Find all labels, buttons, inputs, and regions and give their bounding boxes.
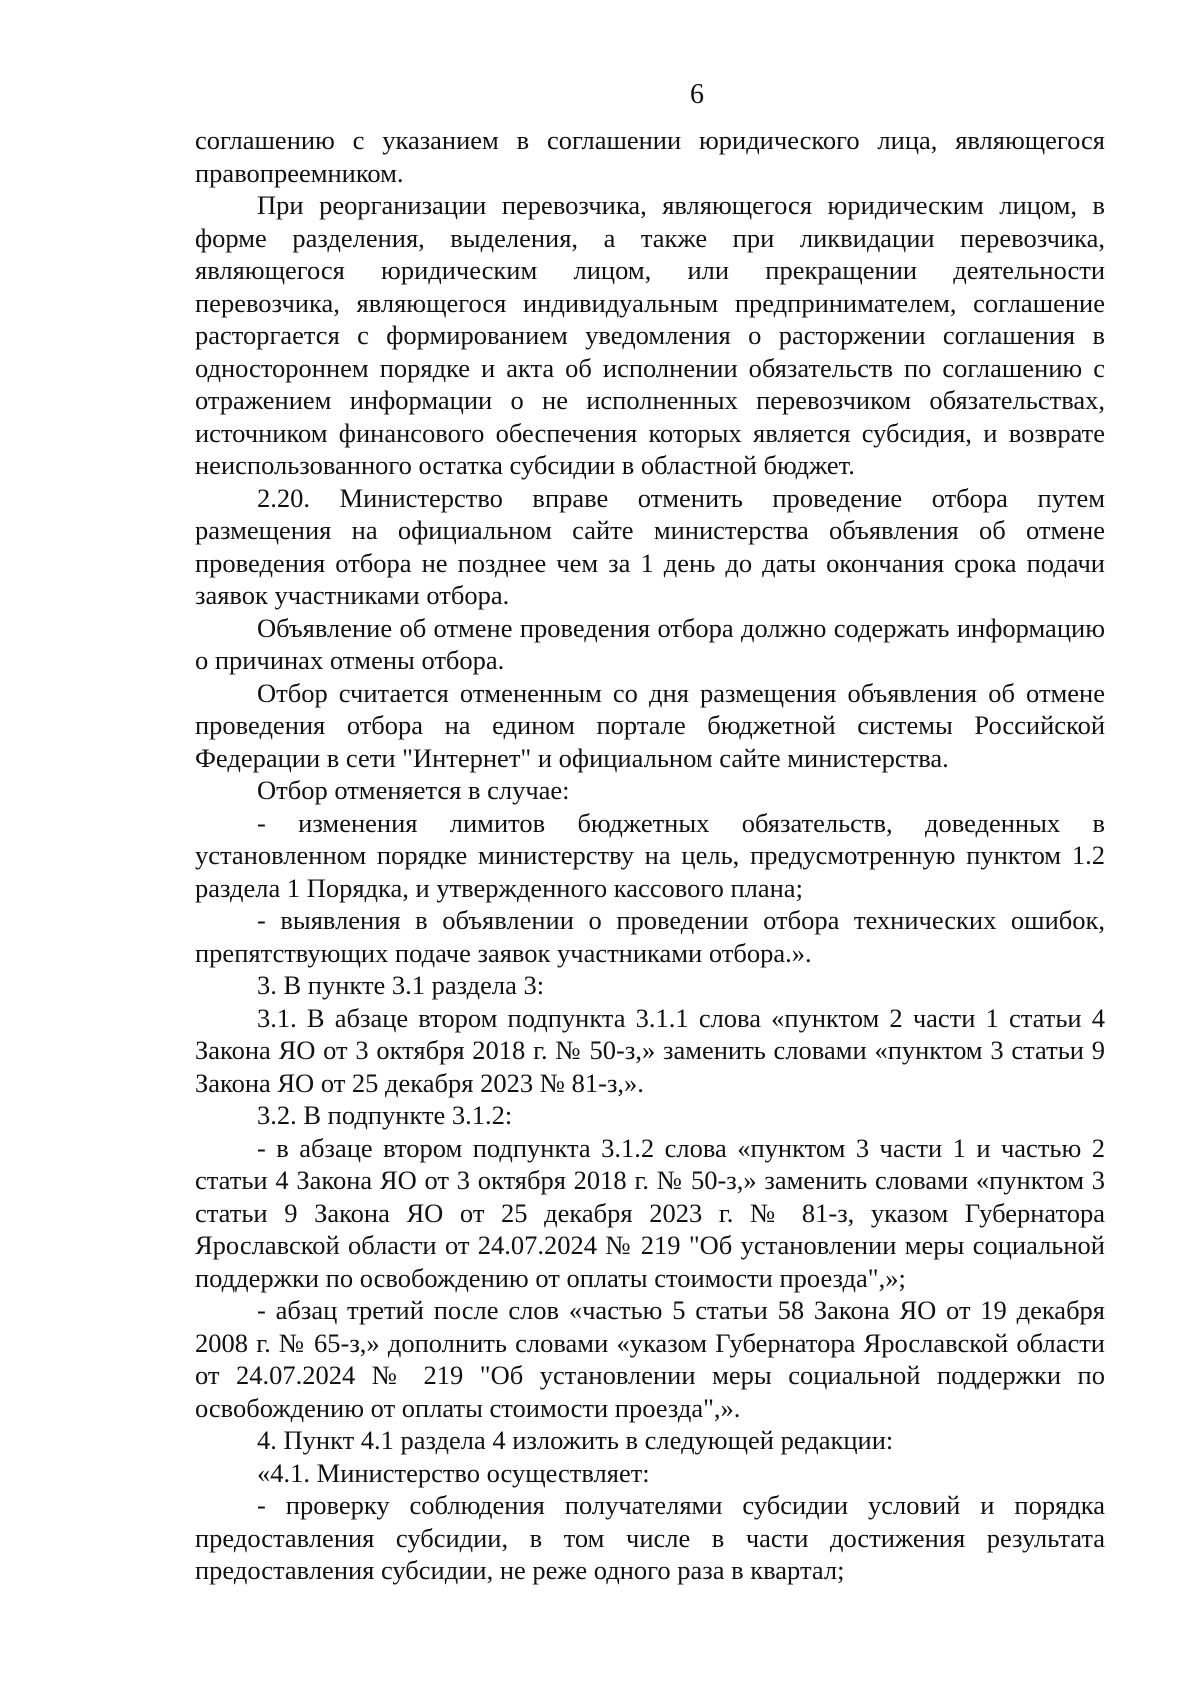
- paragraph: Отбор считается отмененным со дня размещения объявления об отмене проведения отбора на едином портале бюджетной системы Российской Федерации в сети "Интернет" и официальном сайте министерства.: [195, 677, 1105, 773]
- list-item: - изменения лимитов бюджетных обязательств, доведенных в установленном порядке министерству на цель, предусмотренную пунктом 1.2 раздела 1 Порядка, и утвержденного кассового плана;: [195, 807, 1105, 903]
- paragraph: соглашению с указанием в соглашении юридического лица, являющегося правопреемником.: [195, 125, 1105, 188]
- paragraph: Объявление об отмене проведения отбора должно содержать информацию о причинах отмены отбора.: [195, 612, 1105, 675]
- list-item: - выявления в объявлении о проведении отбора технических ошибок, препятствующих подаче заявок участниками отбора.».: [195, 905, 1105, 968]
- paragraph: При реорганизации перевозчика, являющегося юридическим лицом, в форме разделения, выделения, а также при ликвидации перевозчика, являющегося юридическим лицом, или прекращении деятельности перевозчика, являющегося индивидуальным предпринимателем, соглашение расторгается с формированием уведомления о расторжении соглашения в одностороннем порядке и акта об исполнении обязательств по соглашению с отражением информации о не исполненных перевозчиком обязательствах, источником финансового обеспечения которых является субсидия, и возврате неиспользованного остатка субсидии в областной бюджет.: [195, 190, 1105, 480]
- paragraph: Отбор отменяется в случае:: [257, 775, 570, 805]
- list-item: - проверку соблюдения получателями субсидии условий и порядка предоставления субсидии, в том числе в части достижения результата предоставления субсидии, не реже одного раза в квартал;: [195, 1490, 1105, 1585]
- paragraph: 3.2. В подпункте 3.1.2:: [257, 1100, 513, 1130]
- document-body: [195, 124, 1105, 1587]
- paragraph: «4.1. Министерство осуществляет:: [257, 1457, 650, 1488]
- paragraph: 4. Пункт 4.1 раздела 4 изложить в следующей редакции:: [257, 1425, 894, 1455]
- paragraph: 3. В пункте 3.1 раздела 3:: [257, 970, 545, 1000]
- page-number: 6: [690, 79, 704, 110]
- list-item: - абзац третий после слов «частью 5 статьи 58 Закона ЯО от 19 декабря 2008 г. № 65-з,» дополнить словами «указом Губернатора Ярославской области от 24.07.2024 № 219 "Об установлении меры социальной поддержки по освобождению от оплаты стоимости проезда",».: [195, 1295, 1105, 1423]
- paragraph: 3.1. В абзаце втором подпункта 3.1.1 слова «пунктом 2 части 1 статьи 4 Закона ЯО от 3 октября 2018 г. № 50-з,» заменить словами «пунктом 3 статьи 9 Закона ЯО от 25 декабря 2023 № 81-з,».: [195, 1002, 1105, 1098]
- paragraph: 2.20. Министерство вправе отменить проведение отбора путем размещения на официальном сайте министерства объявления об отмене проведения отбора не позднее чем за 1 день до даты окончания срока подачи заявок участниками отбора.: [195, 482, 1105, 610]
- list-item: - в абзаце втором подпункта 3.1.2 слова «пунктом 3 части 1 и частью 2 статьи 4 Закона ЯО от 3 октября 2018 г. № 50-з,» заменить словами «пунктом 3 статьи 9 Закона ЯО от 25 декабря 2023 г. № 81-з, указом Губернатора Ярославской области от 24.07.2024 № 219 "Об установлении меры социальной поддержки по освобождению от оплаты стоимости проезда",»;: [195, 1132, 1105, 1293]
